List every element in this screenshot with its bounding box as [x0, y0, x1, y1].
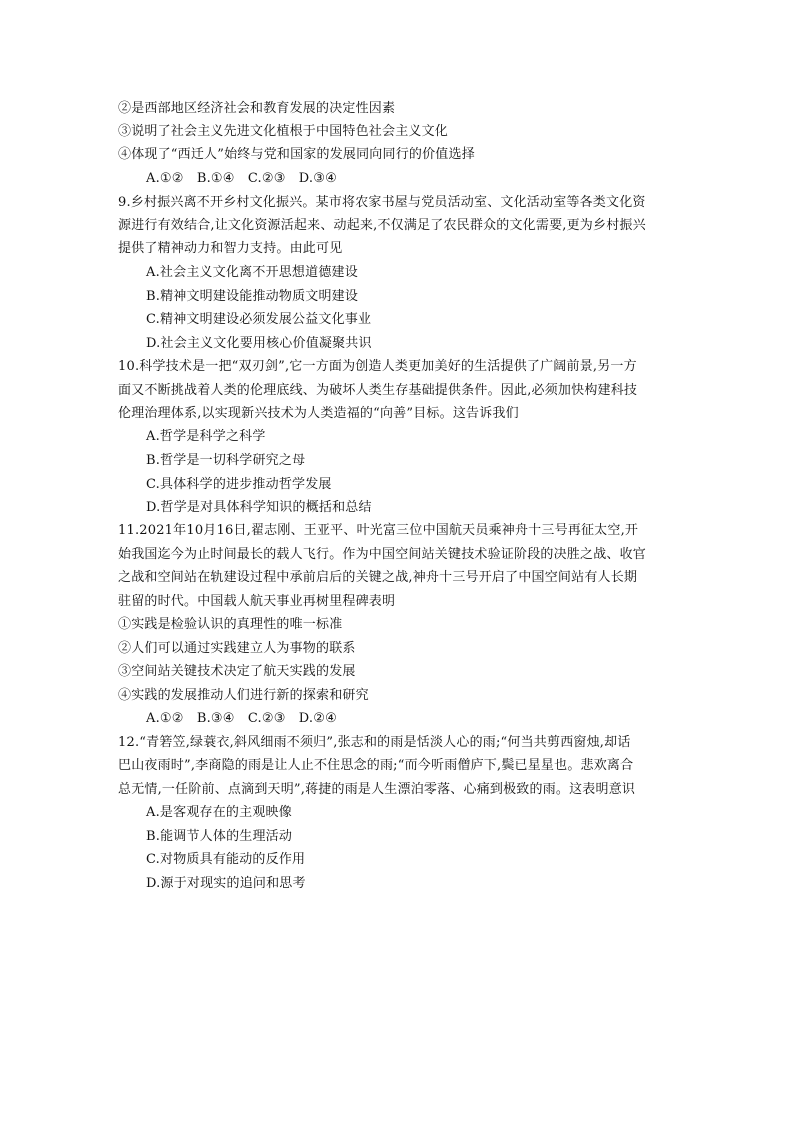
statement-1: ①实践是检验认识的真理性的唯一标准: [118, 617, 343, 632]
option-b: B.哲学是一切科学研究之母: [146, 453, 306, 468]
question-10-text: 10.科学技术是一把“双刃剑”,它一方面为创造人类更加美好的生活提供了广阔前景,另一方: [118, 359, 637, 374]
option-a: A.哲学是科学之科学: [146, 429, 266, 444]
question-12-text: 巴山夜雨时”,李商隐的雨是让人止不住思念的雨;“而今听雨僧庐下,鬓已星星也。悲欢离合: [118, 758, 634, 773]
option-c: C.具体科学的进步推动哲学发展: [146, 477, 332, 492]
question-10-text: 面又不断挑战着人类的伦理底线、为破坏人类生存基础提供条件。因此,必须加快构建科技: [118, 383, 638, 398]
answer-choices: A.①② B.①④ C.②③ D.③④: [146, 171, 337, 186]
question-11-text: 之战和空间站在轨建设过程中承前启后的关键之战,神舟十三号开启了中国空间站有人长期: [118, 570, 638, 585]
question-9-text: 提供了精神动力和智力支持。由此可见: [118, 241, 343, 256]
option-d: D.哲学是对具体科学知识的概括和总结: [146, 500, 372, 515]
question-11-text: 11.2021年10月16日,翟志刚、王亚平、叶光富三位中国航天员乘神舟十三号再征太空,开: [118, 523, 639, 538]
statement-2: ②人们可以通过实践建立人为事物的联系: [118, 641, 356, 656]
option-c: C.精神文明建设必须发展公益文化事业: [146, 312, 372, 327]
option-b: B.能调节人体的生理活动: [146, 829, 293, 844]
option-line: ②是西部地区经济社会和教育发展的决定性因素: [118, 101, 396, 116]
option-a: A.社会主义文化离不开思想道德建设: [146, 265, 358, 280]
question-9-text: 9.乡村振兴离不开乡村文化振兴。某市将农家书屋与党员活动室、文化活动室等各类文化资: [118, 195, 646, 210]
question-12-text: 总无情,一任阶前、点滴到天明”,蒋捷的雨是人生漂泊零落、心痛到极致的雨。这表明意识: [118, 782, 636, 797]
question-12-text: 12.“青箬笠,绿蓑衣,斜风细雨不须归”,张志和的雨是恬淡人心的雨;“何当共剪西窗烛,却话: [118, 735, 631, 750]
option-line: ③说明了社会主义先进文化植根于中国特色社会主义文化: [118, 124, 449, 139]
question-11-text: 始我国迄今为止时间最长的载人飞行。作为中国空间站关键技术验证阶段的决胜之战、收官: [118, 547, 647, 562]
option-d: D.源于对现实的追问和思考: [146, 876, 306, 891]
option-c: C.对物质具有能动的反作用: [146, 852, 306, 867]
option-line: ④体现了“西迁人”始终与党和国家的发展同向同行的价值选择: [118, 147, 475, 162]
question-11-text: 驻留的时代。中国载人航天事业再树里程碑表明: [118, 594, 396, 609]
answer-choices: A.①② B.③④ C.②③ D.②④: [146, 711, 337, 726]
question-10-text: 伦理治理体系,以实现新兴技术为人类造福的“向善”目标。这告诉我们: [118, 406, 519, 421]
option-a: A.是客观存在的主观映像: [146, 805, 292, 820]
statement-4: ④实践的发展推动人们进行新的探索和研究: [118, 688, 369, 703]
statement-3: ③空间站关键技术决定了航天实践的发展: [118, 664, 356, 679]
question-9-text: 源进行有效结合,让文化资源活起来、动起来,不仅满足了农民群众的文化需要,更为乡村振兴: [118, 218, 646, 233]
option-d: D.社会主义文化要用核心价值凝聚共识: [146, 336, 372, 351]
option-b: B.精神文明建设能推动物质文明建设: [146, 289, 359, 304]
